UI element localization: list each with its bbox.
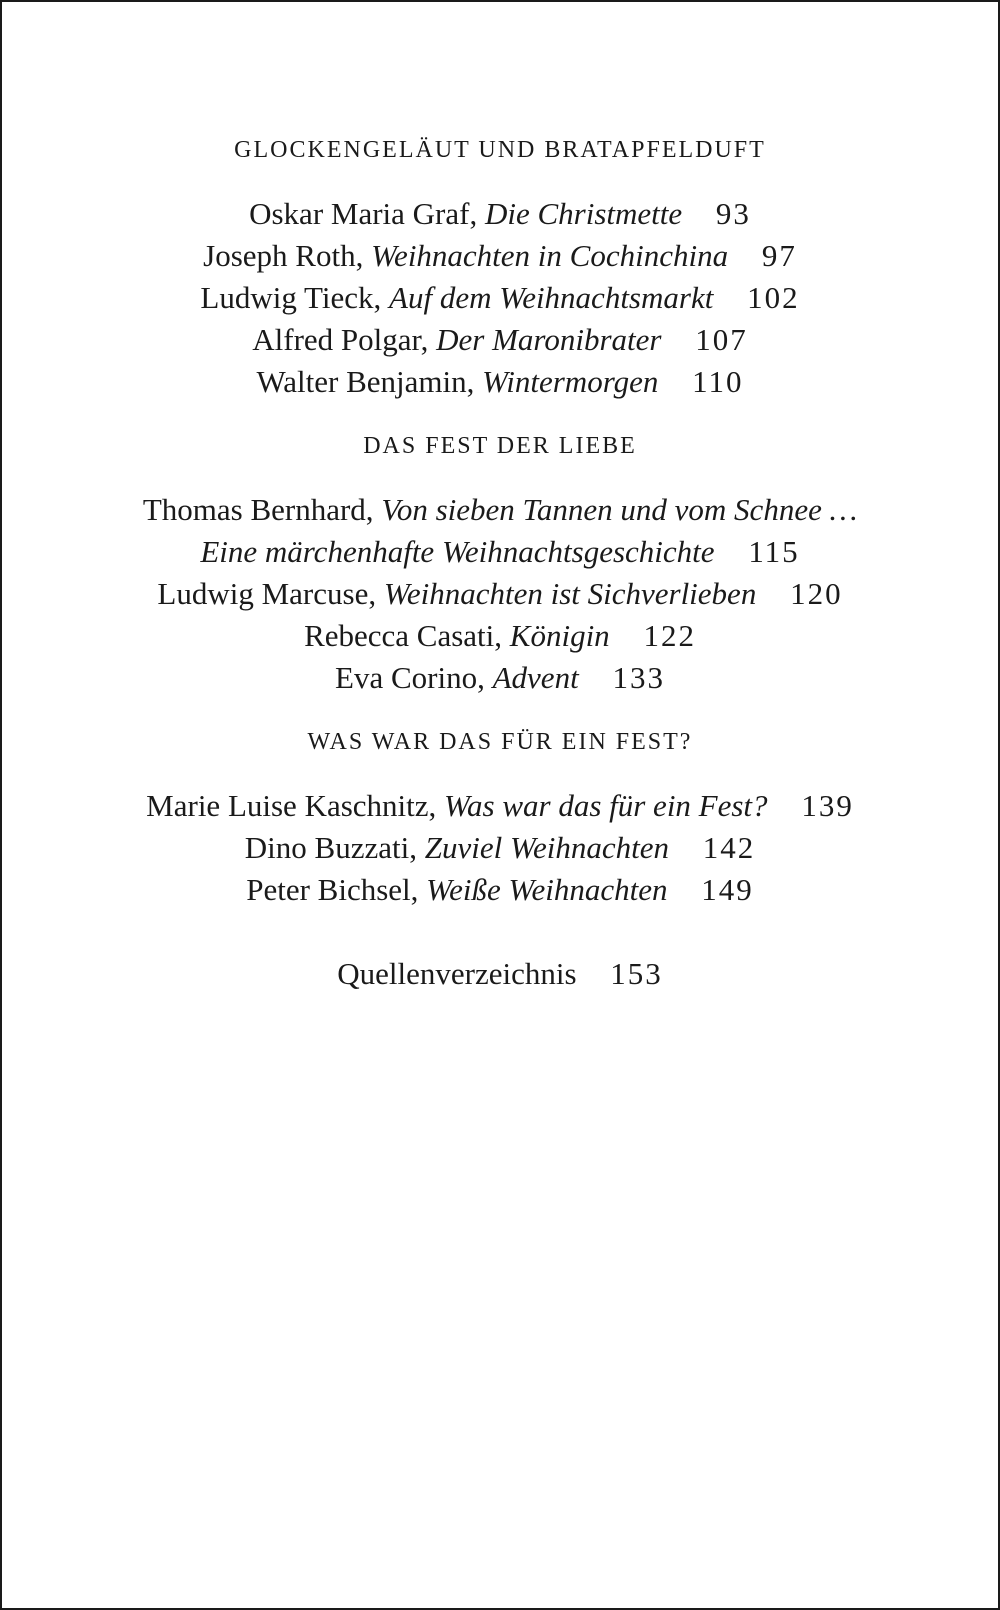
entry-title: Die Christmette [484, 196, 683, 231]
entry-author: Rebecca Casati, [304, 618, 503, 653]
entry-author: Eva Corino, [335, 660, 485, 695]
entry-author: Marie Luise Kaschnitz, [146, 788, 437, 823]
entry-author: Dino Buzzati, [244, 830, 417, 865]
entry-author: Peter Bichsel, [246, 872, 419, 907]
entry-title: Zuviel Weihnachten [424, 830, 669, 865]
toc-entry [2, 198, 998, 229]
entry-author: Walter Benjamin, [256, 364, 475, 399]
entry-author: Alfred Polgar, [252, 322, 429, 357]
entry-title: Von sieben Tannen und vom Schnee … [381, 492, 858, 527]
toc-entry [2, 240, 998, 271]
entry-title: Wintermorgen [482, 364, 659, 399]
entry-page-number: 102 [747, 280, 800, 315]
toc-entry [2, 578, 998, 609]
entry-author: Oskar Maria Graf, [249, 196, 478, 231]
toc-entry [2, 620, 998, 651]
toc-entry [2, 832, 998, 863]
section-heading: WAS WAR DAS FÜR EIN FEST? [307, 729, 693, 755]
toc-entry [2, 662, 998, 693]
toc-entry [2, 790, 998, 821]
entry-page-number: 115 [748, 534, 800, 569]
entry-title: Der Maronibrater [436, 322, 662, 357]
entry-author: Ludwig Marcuse, [157, 576, 377, 611]
entry-page-number: 142 [702, 830, 756, 865]
sources-label: Quellenverzeichnis [337, 956, 577, 991]
entry-author: Ludwig Tieck, [200, 280, 382, 315]
toc-entry [2, 874, 998, 905]
entry-page-number: 122 [643, 618, 696, 653]
entry-title: Advent [492, 660, 579, 695]
entry-page-number: 93 [715, 196, 751, 231]
entry-page-number: 139 [801, 788, 854, 823]
entry-page-number: 153 [610, 956, 663, 991]
entry-title: Auf dem Weihnachtsmarkt [389, 280, 714, 315]
entry-page-number: 107 [695, 322, 748, 357]
entry-title: Weihnachten in Cochinchina [371, 238, 729, 273]
entry-page-number: 149 [701, 872, 754, 907]
toc-entry [2, 494, 998, 525]
entry-title: Weihnachten ist Sichverlieben [383, 576, 757, 611]
section-heading: DAS FEST DER LIEBE [363, 433, 637, 459]
entry-author: Joseph Roth, [203, 238, 364, 273]
toc-entry [2, 324, 998, 355]
entry-title: Königin [509, 618, 610, 653]
section-heading: GLOCKENGELÄUT UND BRATAPFELDUFT [234, 137, 766, 163]
entry-title: Eine märchenhafte Weihnachtsgeschichte [200, 534, 715, 569]
entry-page-number: 120 [790, 576, 843, 611]
entry-page-number: 97 [761, 238, 797, 273]
toc-entry [2, 282, 998, 313]
entry-page-number: 133 [612, 660, 665, 695]
toc-entry-sources [2, 958, 998, 989]
entry-title: Was war das für ein Fest? [444, 788, 768, 823]
toc-entry-continuation [2, 536, 998, 567]
entry-page-number: 110 [692, 364, 744, 399]
entry-author: Thomas Bernhard, [142, 492, 374, 527]
toc-entry [2, 366, 998, 397]
entry-title: Weiße Weihnachten [426, 872, 668, 907]
